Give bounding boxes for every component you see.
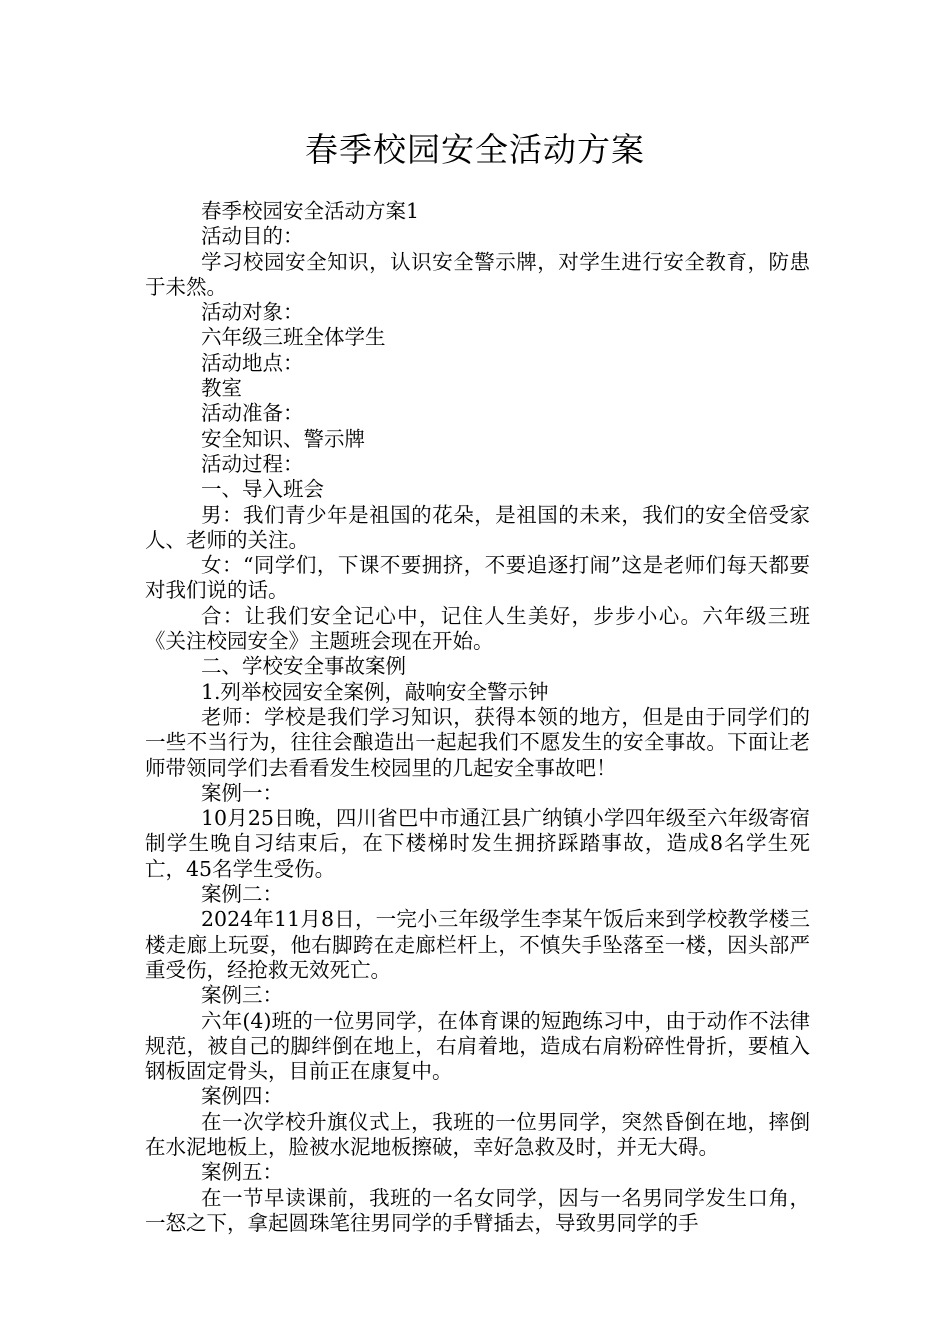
paragraph-case-3: 六年(4)班的一位男同学，在体育课的短跑练习中，由于动作不法律规范，被自己的脚绊倒在地上，右肩着地，造成右肩粉碎性骨折，要植入钢板固定骨头，目前正在康复中。: [145, 1008, 810, 1084]
paragraph-case-4: 在一次学校升旗仪式上，我班的一位男同学，突然昏倒在地，摔倒在水泥地板上，脸被水泥地板擦破，幸好急救及时，并无大碍。: [145, 1109, 810, 1159]
paragraph-heading: 春季校园安全活动方案1: [201, 199, 420, 223]
paragraph-audience: 六年级三班全体学生: [201, 325, 386, 350]
paragraph-boy: 男：我们青少年是祖国的花朵，是祖国的未来，我们的安全倍受家人、老师的关注。: [145, 502, 810, 552]
paragraph-preparation: 安全知识、警示牌: [201, 426, 365, 451]
paragraph-label-preparation: 活动准备：: [201, 401, 304, 426]
paragraph-case-1: 10月25日晚，四川省巴中市通江县广纳镇小学四年级至六年级寄宿制学生晚自习结束后，在下楼梯时发生拥挤踩踏事故，造成8名学生死亡，45名学生受伤。: [145, 806, 810, 881]
paragraph-together: 合：让我们安全记心中，记住人生美好，步步小心。六年级三班《关注校园安全》主题班会现在开始。: [145, 603, 810, 654]
paragraph-label-purpose: 活动目的：: [201, 224, 304, 249]
paragraph-girl: 女：“同学们，下课不要拥挤，不要追逐打闹”这是老师们每天都要对我们说的话。: [145, 553, 810, 603]
paragraph-label-process: 活动过程：: [201, 451, 304, 476]
paragraph-case-3-label: 案例三：: [201, 983, 283, 1008]
paragraph-purpose: 学习校园安全知识，认识安全警示牌，对学生进行安全教育，防患于未然。: [145, 249, 810, 299]
paragraph-section-2: 二、学校安全事故案例: [201, 654, 406, 679]
paragraph-label-location: 活动地点：: [201, 350, 304, 375]
paragraph-case-2-label: 案例二：: [201, 882, 283, 907]
paragraph-case-4-label: 案例四：: [201, 1084, 283, 1109]
paragraph-subsection-1: 1.列举校园安全案例，敲响安全警示钟: [201, 679, 549, 704]
paragraph-case-1-label: 案例一：: [201, 780, 283, 805]
paragraph-case-5: 在一节早读课前，我班的一名女同学，因与一名男同学发生口角，一怒之下，拿起圆珠笔往男同学的手臂插去，导致男同学的手: [145, 1185, 810, 1235]
paragraph-teacher: 老师：学校是我们学习知识，获得本领的地方，但是由于同学们的一些不当行为，往往会酿造出一起起我们不愿发生的安全事故。下面让老师带领同学们去看看发生校园里的几起安全事故吧！: [145, 704, 810, 780]
document-title: 春季校园安全活动方案: [305, 130, 645, 169]
paragraph-section-1: 一、导入班会: [201, 477, 324, 502]
document-body: [145, 199, 810, 1236]
paragraph-label-audience: 活动对象：: [201, 300, 304, 325]
paragraph-case-5-label: 案例五：: [201, 1160, 283, 1185]
paragraph-location: 教室: [201, 376, 242, 401]
paragraph-case-2: 2024年11月8日，一完小三年级学生李某午饭后来到学校教学楼三楼走廊上玩耍，他右脚跨在走廊栏杆上，不慎失手坠落至一楼，因头部严重受伤，经抢救无效死亡。: [145, 907, 810, 982]
